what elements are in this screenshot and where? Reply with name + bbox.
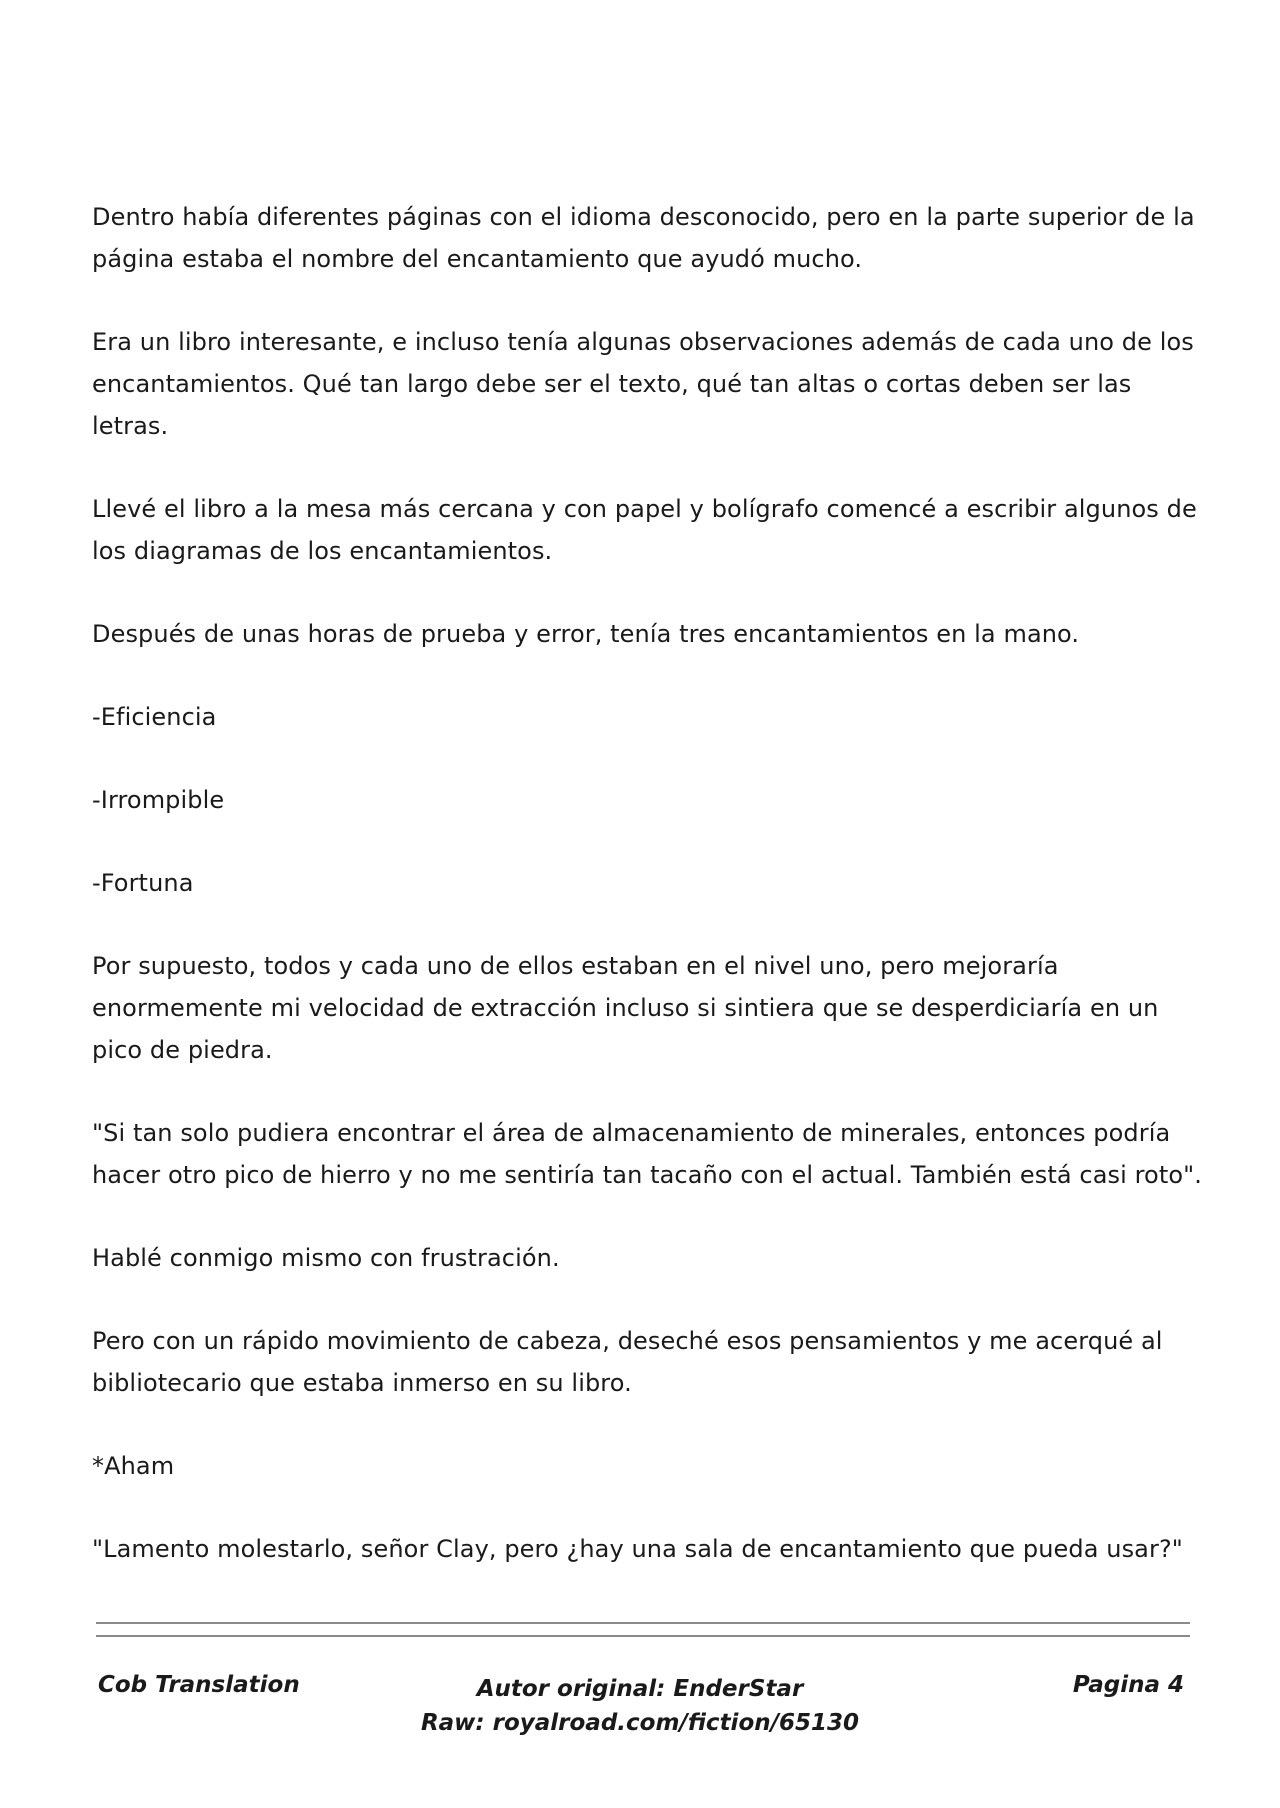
- paragraph: Por supuesto, todos y cada uno de ellos estaban en el nivel uno, pero mejoraría enormemente mi velocidad de extracción incluso si sintiera que se desperdiciaría en un pico de piedra.: [92, 952, 1159, 1064]
- footer-translator: Cob Translation: [98, 1672, 300, 1698]
- footer-author: Autor original: EnderStar: [476, 1676, 804, 1702]
- list-item: -Irrompible: [92, 786, 225, 814]
- chapter-body: [92, 196, 1202, 1611]
- footer-source: Raw: royalroad.com/fiction/65130: [420, 1710, 860, 1736]
- paragraph: Dentro había diferentes páginas con el idioma desconocido, pero en la parte superior de la página estaba el nombre del encantamiento que ayudó mucho.: [92, 203, 1195, 273]
- paragraph: Hablé conmigo mismo con frustración.: [92, 1244, 560, 1272]
- paragraph: Era un libro interesante, e incluso tenía algunas observaciones además de cada uno de los encantamientos. Qué tan largo debe ser el texto, qué tan altas o cortas deben ser las letras.: [92, 328, 1194, 440]
- paragraph: Pero con un rápido movimiento de cabeza, deseché esos pensamientos y me acerqué al bibliotecario que estaba inmerso en su libro.: [92, 1327, 1163, 1397]
- paragraph: Llevé el libro a la mesa más cercana y con papel y bolígrafo comencé a escribir algunos de los diagramas de los encantamientos.: [92, 495, 1197, 565]
- footer-divider-bottom: [96, 1635, 1190, 1637]
- page-number: Pagina 4: [1072, 1672, 1184, 1698]
- paragraph: *Aham: [92, 1452, 175, 1480]
- list-item: -Eficiencia: [92, 703, 217, 731]
- list-item: -Fortuna: [92, 869, 194, 897]
- paragraph: "Lamento molestarlo, señor Clay, pero ¿hay una sala de encantamiento que pueda usar?": [92, 1535, 1183, 1563]
- paragraph: "Si tan solo pudiera encontrar el área de almacenamiento de minerales, entonces podría hacer otro pico de hierro y no me sentiría tan tacaño con el actual. También está casi roto".: [92, 1119, 1202, 1189]
- footer-divider-top: [96, 1622, 1190, 1624]
- paragraph: Después de unas horas de prueba y error, tenía tres encantamientos en la mano.: [92, 620, 1080, 648]
